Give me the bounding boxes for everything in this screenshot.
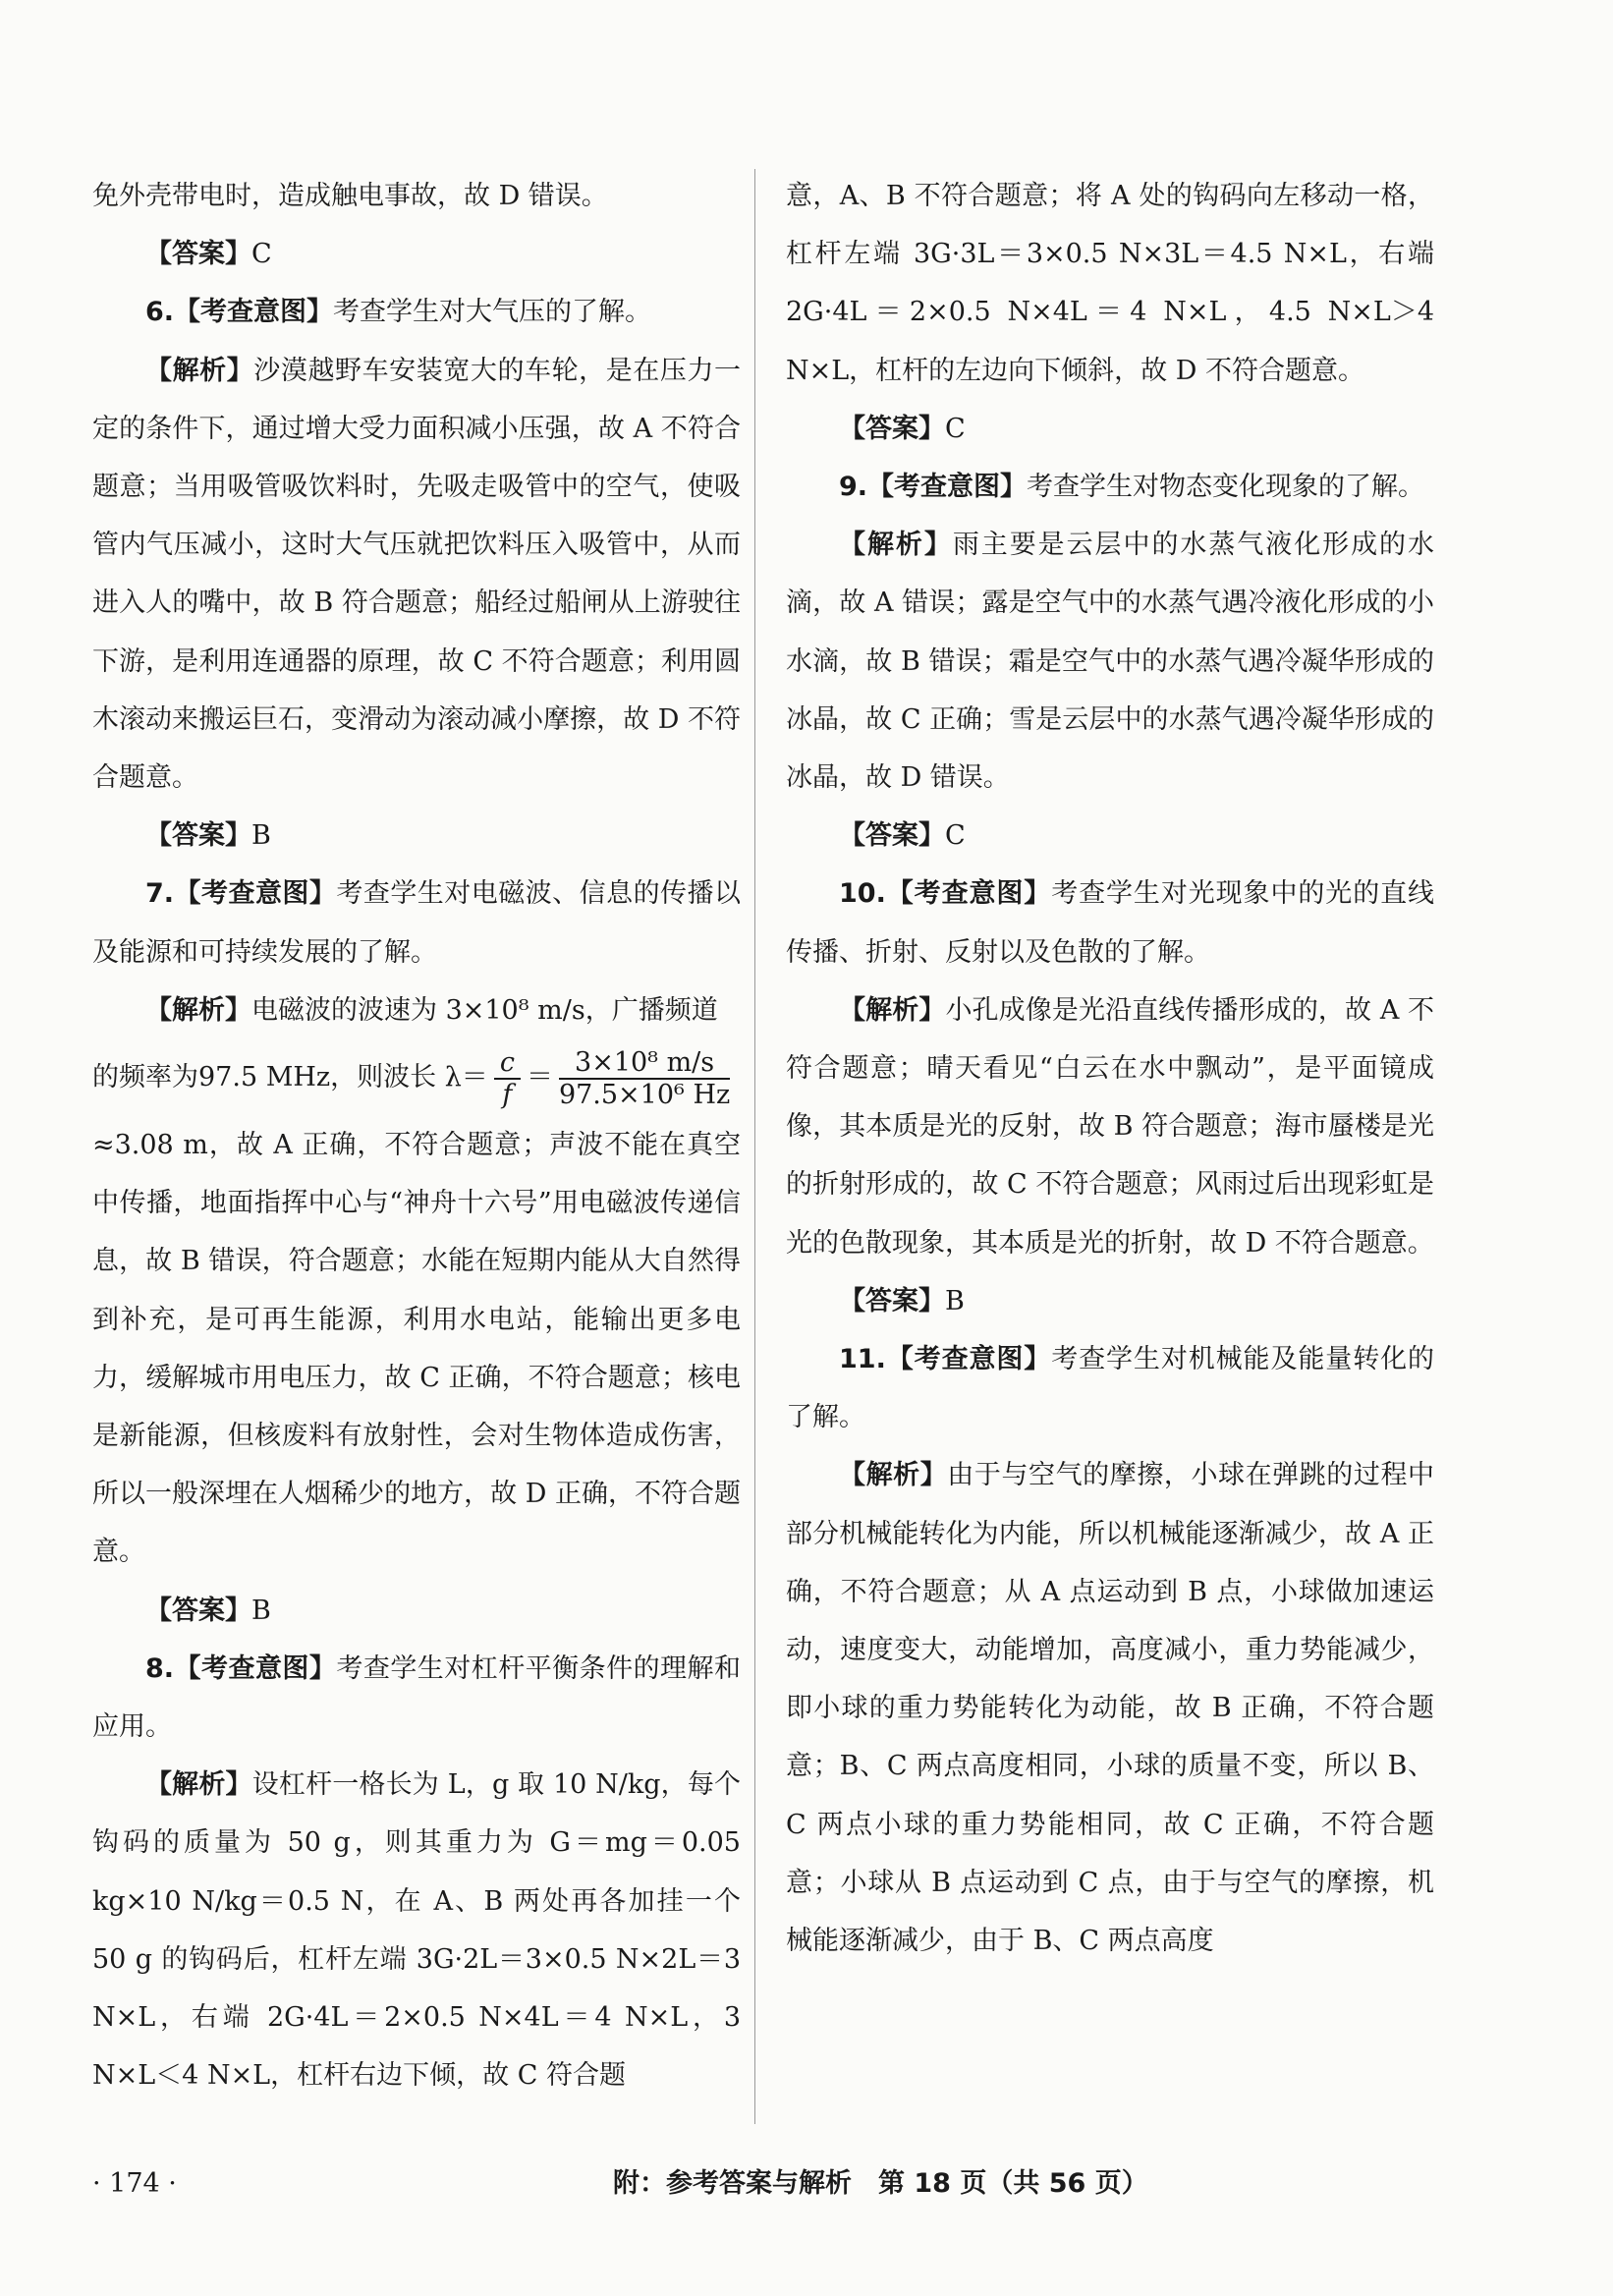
page-footer (92, 2159, 1428, 2209)
question-number: 6. (145, 297, 175, 328)
page-number: · 174 · (92, 2168, 177, 2199)
answer-value: B (251, 820, 271, 852)
question-11-intent: 11.【考查意图】考查学生对机械能及能量转化的了解。 (786, 1344, 1435, 1433)
answer-10 (786, 1272, 1434, 1330)
question-number: 9. (839, 472, 868, 503)
left-column (92, 167, 741, 2105)
question-8-analysis-cont: 意，A、B 不符合题意；将 A 处的钩码向左移动一格，杠杆左端 3G·3L＝3×0.5 N×3L＝4.5 N×L，右端 2G·4L＝2×0.5 N×4L＝4 N×L，4.5 N×L＞4 N×L，杠杆的左边向下倾斜，故 D 不符合题意。 (786, 181, 1434, 386)
analysis-label: 【解析】 (839, 994, 946, 1026)
question-number: 7. (145, 878, 175, 910)
question-number: 10. (839, 878, 886, 910)
question-8-intent: 8.【考查意图】考查学生对杠杆平衡条件的理解和应用。 (92, 1652, 742, 1743)
intent-label: 【考查意图】 (885, 878, 1052, 910)
answer-8 (786, 400, 1434, 458)
intent-label: 【考查意图】 (885, 1344, 1052, 1375)
column-divider (754, 169, 755, 2124)
intent-label: 【考查意图】 (174, 878, 337, 910)
intent-label: 【考查意图】 (867, 472, 1028, 503)
answer-value: C (945, 413, 966, 444)
question-10-analysis: 【解析】小孔成像是光沿直线传播形成的，故 A 不符合题意；晴天看见“白云在水中飘动”，是平面镜成像，其本质是光的反射，故 B 符合题意；海市蜃楼是光的折射形成的，故 C 不符合题意；风雨过后出现彩虹是光的色散现象，其本质是光的折射，故 D 不符合题意。 (786, 994, 1435, 1259)
question-11-analysis: 【解析】由于与空气的摩擦，小球在弹跳的过程中部分机械能转化为内能，所以机械能逐渐减少，故 A 正确，不符合题意；从 A 点运动到 B 点，小球做加速运动，速度变大，动能增加，高度减小，重力势能减少，即小球的重力势能转化为动能，故 B 正确，不符合题意；B、C 两点高度相同，小球的质量不变，所以 B、C 两点小球的重力势能相同，故 C 正确，不符合题意；小球从 B 点运动到 C 点，由于与空气的摩擦，机械能逐渐减少，由于 B、C 两点高度 (786, 1460, 1435, 1957)
answer-label: 【答案】 (839, 413, 945, 444)
intent-label: 【考查意图】 (174, 297, 334, 328)
analysis-label: 【解析】 (839, 530, 953, 561)
analysis-label: 【解析】 (145, 1769, 252, 1801)
answer-7 (92, 1582, 741, 1640)
analysis-label: 【解析】 (839, 1460, 948, 1491)
question-8-analysis: 【解析】设杠杆一格长为 L，g 取 10 N/kg，每个钩码的质量为 50 g，则其重力为 G＝mg＝0.05 kg×10 N/kg＝0.5 N，在 A、B 两处再各加挂一个 50 g 的钩码后，杠杆左端 3G·2L＝3×0.5 N×2L＝3 N×L，右端 2G·4L＝2×0.5 N×4L＝4 N×L，3 N×L＜4 N×L，杠杆右边下倾，故 C 符合题 (92, 1769, 742, 2092)
fraction-c-over-f: $\frac{c}{f}$ (494, 1047, 521, 1110)
answer-5 (92, 225, 741, 283)
question-number: 8. (145, 1652, 175, 1684)
answer-label: 【答案】 (145, 1595, 251, 1626)
answer-value: C (945, 820, 966, 852)
answer-label: 【答案】 (839, 820, 945, 852)
answer-value: B (945, 1285, 965, 1316)
answer-6 (92, 807, 741, 865)
question-6-intent: 6.【考查意图】考查学生对大气压的了解。 (145, 297, 652, 328)
fraction-wavelength-values: $\frac{\text{3×10⁸ m/s}}{\text{97.5×10⁶ Hz}}$ (558, 1046, 731, 1110)
answer-label: 【答案】 (145, 239, 251, 270)
question-7-analysis-cont: ≈3.08 m，故 A 正确，不符合题意；声波不能在真空中传播，地面指挥中心与“神舟十六号”用电磁波传递信息，故 B 错误，符合题意；水能在短期内能从大自然得到补充，是可再生能源，利用水电站，能输出更多电力，缓解城市用电压力，故 C 正确，不符合题意；核电是新能源，但核废料有放射性，会对生物体造成伤害，所以一般深埋在人烟稀少的地方，故 D 正确，不符合题意。 (92, 1130, 741, 1568)
answer-label: 【答案】 (839, 1285, 945, 1316)
question-10-intent: 10.【考查意图】考查学生对光现象中的光的直线传播、折射、反射以及色散的了解。 (786, 878, 1435, 968)
answer-label: 【答案】 (145, 820, 251, 852)
analysis-label: 【解析】 (145, 355, 254, 386)
question-9-analysis: 【解析】雨主要是云层中的水蒸气液化形成的水滴，故 A 错误；露是空气中的水蒸气遇冷液化形成的小水滴，故 B 错误；霜是空气中的水蒸气遇冷凝华形成的冰晶，故 C 正确；雪是云层中的水蒸气遇冷凝华形成的冰晶，故 D 错误。 (786, 530, 1435, 794)
right-column (786, 167, 1434, 1970)
question-7-intent: 7.【考查意图】考查学生对电磁波、信息的传播以及能源和可持续发展的了解。 (92, 878, 742, 968)
question-number: 11. (839, 1344, 886, 1375)
intent-label: 【考查意图】 (174, 1652, 337, 1684)
question-9-intent: 9.【考查意图】考查学生对物态变化现象的了解。 (839, 472, 1425, 503)
answer-value: B (251, 1595, 271, 1626)
answer-value: C (251, 239, 272, 270)
question-6-analysis: 【解析】沙漠越野车安装宽大的车轮，是在压力一定的条件下，通过增大受力面积减小压强，故 A 不符合题意；当用吸管吸饮料时，先吸走吸管中的空气，使吸管内气压减小，这时大气压就把饮料压入吸管中，从而进入人的嘴中，故 B 符合题意；船经过船闸从上游驶往下游，是利用连通器的原理，故 C 不符合题意；利用圆木滚动来搬运巨石，变滑动为滚动减小摩擦，故 D 不符合题意。 (92, 355, 742, 794)
footer-title: 附：参考答案与解析 第 18 页（共 56 页） (613, 2168, 1148, 2199)
answer-9 (786, 807, 1434, 865)
continued-text: 免外壳带电时，造成触电事故，故 D 错误。 (92, 181, 608, 211)
wavelength-formula-line: 的频率为97.5 MHz，则波长 λ＝ $\frac{c}{f}$ ＝ $\frac{\text{3×10⁸ m/s}}{\text{97.5×10⁶ Hz}}$ (92, 1046, 731, 1110)
question-7-analysis: 【解析】电磁波的波速为 3×10⁸ m/s，广播频道 (145, 994, 718, 1026)
analysis-label: 【解析】 (145, 994, 251, 1026)
